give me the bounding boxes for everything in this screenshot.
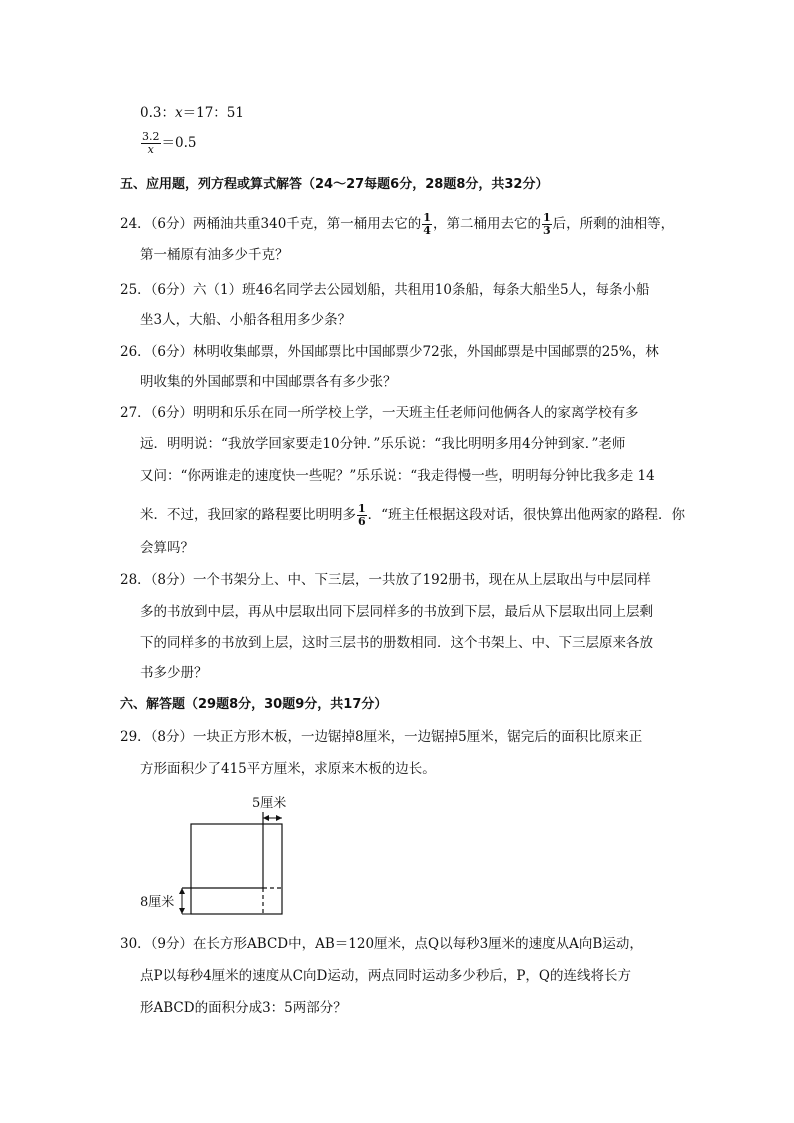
question-26-line-2: 明收集的外国邮票和中国邮票各有多少张？ (140, 374, 397, 390)
equation-2-right: ＝0.5 (161, 135, 197, 151)
equation-2-fraction (141, 131, 161, 156)
question-24-line-2: 第一桶原有油多少千克？ (140, 247, 289, 263)
figure-label-left: 8厘米 (140, 895, 175, 910)
question-30-line-1: 30．（9分）在长方形ABCD中，AB＝120厘米，点Q以每秒3厘米的速度从A向B运动， (120, 936, 643, 952)
question-25-line-1: 25．（6分）六（1）班46名同学去公园划船，共租用10条船，每条大船坐5人，每条小船 (120, 282, 650, 298)
question-27-line-1: 27．（6分）明明和乐乐在同一所学校上学，一天班主任老师问他俩各人的家离学校有多 (120, 405, 639, 421)
question-28-line-4: 书多少册？ (140, 665, 208, 681)
equation-1 (140, 103, 244, 123)
question-27-line-4 (140, 503, 685, 528)
question-27-line-2: 远．明明说：“我放学回家要走10分钟．”乐乐说：“我比明明多用4分钟到家．”老师 (140, 436, 626, 452)
square-outline (191, 824, 282, 914)
q27-text-a: 米．不过，我回家的路程要比明明多 (140, 507, 356, 523)
fraction-denominator: 6 (358, 515, 366, 528)
question-28-line-3: 下的同样多的书放到上层，这时三层书的册数相同．这个书架上、中、下三层原来各放 (140, 635, 653, 651)
q24-text-c: 后，所剩的油相等， (552, 216, 675, 232)
question-24-line-1 (120, 212, 674, 237)
fraction-numerator: 1 (542, 211, 551, 224)
question-28-line-1: 28．（8分）一个书架分上、中、下三层，一共放了192册书，现在从上层取出与中层同样 (120, 572, 651, 588)
q24-fraction-1 (422, 212, 432, 237)
fraction-denominator: 4 (423, 224, 431, 237)
q27-text-b: ．“班主任根据这段对话，很快算出他两家的路程．你 (367, 507, 686, 523)
fraction-numerator: 3.2 (142, 130, 160, 143)
square-board-figure (130, 788, 300, 923)
q24-text-b: ，第二桶用去它的 (432, 216, 541, 232)
arrow-down-head (179, 908, 185, 914)
question-29-line-1: 29．（8分）一块正方形木板，一边锯掉8厘米，一边锯掉5厘米，锯完后的面积比原来正 (120, 729, 643, 745)
equation-2 (140, 131, 196, 156)
fraction-numerator: 1 (423, 211, 431, 224)
q27-fraction (357, 503, 367, 528)
arrow-right-head (276, 815, 282, 821)
question-28-line-2: 多的书放到中层，再从中层取出同下层同样多的书放到下层，最后从下层取出同上层剩 (140, 604, 653, 620)
arrow-up-head (179, 888, 185, 894)
equation-1-left: 0.3： (140, 105, 175, 121)
question-26-line-1: 26．（6分）林明收集邮票，外国邮票比中国邮票少72张，外国邮票是中国邮票的25%，林 (120, 344, 659, 360)
question-27-line-5: 会算吗？ (140, 540, 194, 556)
equation-1-variable: x (174, 105, 183, 121)
figure-label-top: 5厘米 (252, 796, 287, 811)
section-6-heading: 六、解答题（29题8分，30题9分，共17分） (120, 697, 388, 712)
arrow-left-head (263, 815, 269, 821)
question-25-line-2: 坐3人，大船、小船各租用多少条？ (140, 312, 352, 328)
q24-text-a: 24．（6分）两桶油共重340千克，第一桶用去它的 (120, 216, 422, 232)
equation-1-right: ＝17：51 (182, 105, 244, 121)
question-30-line-2: 点P以每秒4厘米的速度从C向D运动，两点同时运动多少秒后，P，Q的连线将长方 (140, 968, 631, 984)
fraction-numerator: 1 (358, 502, 366, 515)
question-29-line-2: 方形面积少了415平方厘米，求原来木板的边长。 (140, 761, 436, 777)
section-5-heading: 五、应用题，列方程或算式解答（24～27每题6分，28题8分，共32分） (120, 177, 549, 192)
question-30-line-3: 形ABCD的面积分成3：5两部分？ (140, 1000, 347, 1016)
fraction-denominator: x (147, 143, 154, 156)
q24-fraction-2 (542, 212, 552, 237)
question-27-line-3: 又问：“你两谁走的速度快一些呢？”乐乐说：“我走得慢一些，明明每分钟比我多走 14 (140, 468, 655, 484)
fraction-denominator: 3 (542, 224, 551, 237)
